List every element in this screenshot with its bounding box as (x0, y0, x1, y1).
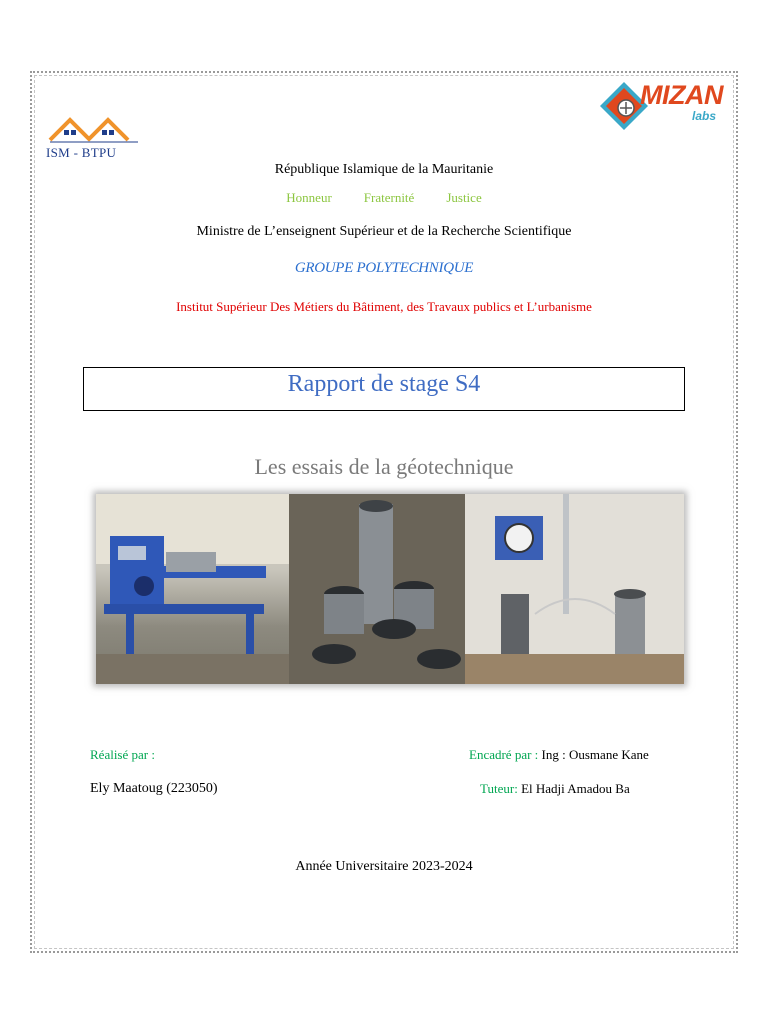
house-roof-icon (48, 114, 140, 144)
photo-shear-machine (96, 494, 289, 684)
photo-triaxial-apparatus (465, 494, 684, 684)
group-name: GROUPE POLYTECHNIQUE (294, 260, 474, 276)
author-name: Ely Maatoug (223050) (90, 781, 218, 796)
encadre-par-label: Encadré par : (469, 747, 539, 762)
tuteur-label: Tuteur: (480, 781, 518, 796)
institute-name: Institut Supérieur Des Métiers du Bâtiment, des Travaux publics et L’urbanisme (176, 299, 592, 314)
motto-honneur: Honneur (286, 190, 332, 205)
academic-year: Année Universitaire 2023-2024 (295, 859, 473, 874)
ministry-line: Ministre de L’enseignent Supérieur et de la Recherche Scientifique (196, 224, 572, 239)
realise-par-label: Réalisé par : (90, 747, 155, 762)
motto-justice: Justice (446, 190, 482, 205)
report-title: Rapport de stage S4 (83, 367, 685, 411)
encadre-par-line (469, 747, 649, 763)
tuteur-line (480, 781, 630, 797)
encadre-par-value: Ing : Ousmane Kane (541, 747, 649, 762)
mizan-sub-text: labs (692, 109, 717, 123)
mizan-brand-text: MIZAN (640, 80, 723, 110)
report-subtitle: Les essais de la géotechnique (254, 454, 514, 479)
ism-btpu-logo (40, 110, 152, 168)
motto-fraternite: Fraternité (363, 190, 415, 205)
tuteur-value: El Hadji Amadou Ba (521, 781, 630, 796)
cover-photo-collage (96, 494, 684, 684)
republic-line: République Islamique de la Mauritanie (274, 162, 494, 177)
photo-proctor-molds (289, 494, 465, 684)
motto-line (0, 190, 768, 206)
mizan-labs-logo (596, 78, 726, 134)
ism-btpu-text: ISM - BTPU (46, 145, 117, 160)
